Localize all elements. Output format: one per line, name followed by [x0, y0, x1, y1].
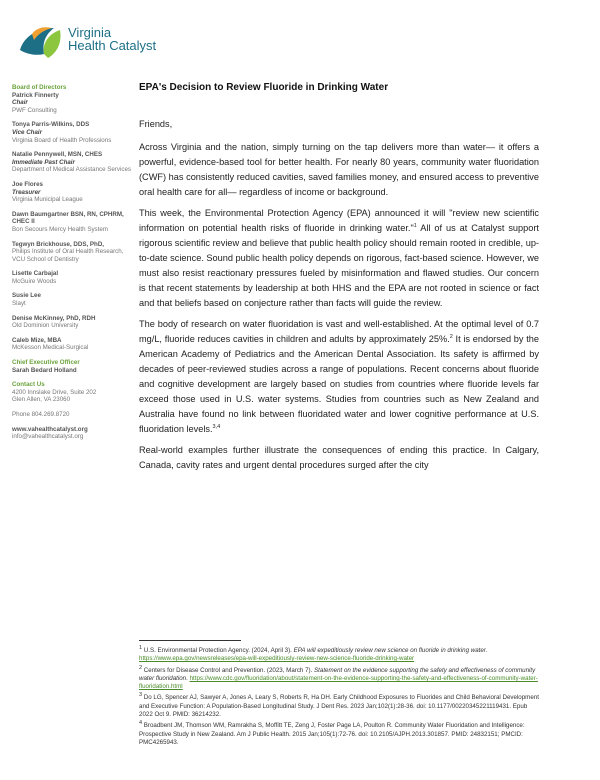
member-role: Chair: [12, 99, 28, 107]
member-org: Bon Secours Mercy Health System: [12, 225, 108, 233]
board-member: [12, 151, 134, 174]
member-org: Old Dominion University: [12, 322, 79, 330]
paragraph-3-text-a: The body of research on water fluoridation is vast and well-established. At the optimal level of 0.7 mg/L, fluoride reduces cavities in children and adults by approximately 25%.: [139, 319, 539, 344]
member-role: Treasurer: [12, 188, 41, 196]
org-name-line1: Virginia: [68, 25, 112, 40]
paragraph-2-text-a: This week, the Environmental Protection Agency (EPA) announced it will "review new scientific information on potential health risks of fluoride in drinking water.": [139, 208, 539, 233]
footnote-ref-3-4[interactable]: 3,4: [212, 423, 221, 430]
board-member: [12, 337, 134, 352]
paragraph-1: Across Virginia and the nation, simply turning on the tap delivers more than water— it offers a powerful, evidence-based tool for better health. For nearly 80 years, community water fluoridation (CWF) has consistently reduced cavities, saved families money, and ensured access to preventive oral health care for all— regardless of income or background.: [139, 142, 539, 197]
member-org: PWF Consulting: [12, 106, 57, 114]
salutation: Friends,: [139, 119, 173, 129]
member-name: Lisette Carbajal: [12, 270, 59, 278]
phone: Phone 804.269.8720: [12, 411, 70, 418]
board-member: [12, 241, 134, 264]
member-name: Natalie Pennywell, MSN, CHES: [12, 151, 103, 159]
address-line1: 4200 Innslake Drive, Suite 202: [12, 388, 97, 396]
ceo-heading: Chief Executive Officer: [12, 359, 80, 367]
member-name: Joe Flores: [12, 180, 43, 188]
footnote-ref-2[interactable]: 2: [449, 333, 453, 340]
member-org: Virginia Municipal League: [12, 196, 83, 204]
org-name: [68, 26, 156, 52]
member-role: Immediate Past Chair: [12, 158, 75, 166]
website-link[interactable]: www.vahealthcatalyst.org: [12, 425, 88, 433]
footnote-4: $^4$ Broadbent JM, Thomson WM, Ramrakha S, Moffitt TE, Zeng J, Foster Page LA, Poulton R. Community Water Fluoridation and Intelligence: Prospective Study in New Zealand. Am J Public Health. 2015 Jan;105(1):72-76. doi: 10.2105/AJPH.2013.301857. PMID: 24832151; PMCID: PMC4265943.: [139, 720, 525, 746]
member-name: Caleb Mize, MBA: [12, 336, 62, 344]
board-member: [12, 92, 134, 115]
member-name: Dawn Baumgartner BSN, RN, CPHRM, CHEC II: [12, 210, 124, 226]
footnotes: [139, 644, 539, 750]
board-member: [12, 181, 134, 204]
footnote-3: $^3$ Do LG, Spencer AJ, Sawyer A, Jones A, Leary S, Roberts R, Ha DH. Early Childhood Exposures to Fluorides and Child Behavioral Development and Executive Function: A Population-Based Longitudinal Study. J Dent Res. 2023 Jan;102(1):28-36. doi: 10.1177/00220345221119431. Epub 2022 Oct 9. PMID: 36214232.: [139, 692, 539, 719]
member-name: Denise McKinney, PhD, RDH: [12, 314, 96, 322]
footnote-2-link[interactable]: https://www.cdc.gov/fluoridation/about/statement-on-the-evidence-supporting-the-safety-and-effectiveness-of-community-water-fluoridation.html: [139, 674, 538, 691]
member-name: Tonya Parris-Wilkins, DDS: [12, 121, 90, 129]
member-org: Philips Institute of Oral Health Research, VCU School of Dentistry: [12, 248, 124, 263]
member-org: McKesson Medical-Surgical: [12, 344, 89, 352]
member-name: Patrick Finnerty: [12, 91, 59, 99]
address-line2: Glen Allen, VA 23060: [12, 396, 71, 404]
footnote-divider: [139, 640, 241, 641]
member-name: Susie Lee: [12, 292, 41, 300]
board-member: [12, 121, 134, 144]
board-member: [12, 270, 134, 285]
board-member: [12, 211, 134, 234]
paragraph-3-text-b: It is endorsed by the American Academy of Pediatrics and the American Dental Association. Its safety is affirmed by decades of peer-reviewed studies across a range of populations. Recent concerns about fluoride and cognitive development are largely based on studies from countries where fluoride levels far exceed those used in U.S. water systems. Studies from countries such as New Zealand and Australia have found no link between fluoridated water and lower cognitive performance at U.S. fluoridation levels.: [139, 334, 539, 434]
footnote-ref-1[interactable]: 1: [413, 222, 417, 229]
board-member: [12, 292, 134, 307]
contact-heading: Contact Us: [12, 381, 45, 389]
letter-title: EPA's Decision to Review Fluoride in Drinking Water: [139, 82, 389, 93]
ceo-name: Sarah Bedard Holland: [12, 366, 77, 374]
board-member: [12, 315, 134, 330]
member-name: Tegwyn Brickhouse, DDS, PhD,: [12, 240, 105, 248]
footnote-1-link[interactable]: https://www.epa.gov/newsreleases/epa-will-expeditiously-review-new-science-fluoride-drinking-water: [139, 655, 415, 663]
footnote-1: $^1$ U.S. Environmental Protection Agency. (2024, April 3). EPA will expeditiously review new science on fluoride in drinking water. https://www.epa.gov/newsreleases/epa-will-expeditiously-review-new-science-fluoride-drinking-water: [139, 644, 488, 663]
board-heading: Board of Directors: [12, 84, 67, 91]
member-org: Department of Medical Assistance Services: [12, 166, 131, 174]
paragraph-2: [139, 206, 539, 311]
org-name-line2: Health Catalyst: [68, 38, 157, 53]
member-role: Vice Chair: [12, 128, 43, 136]
paragraph-2-text-b: All of us at Catalyst support rigorous scientific review and believe that public health policy should remain rooted in credible, up-to-date science. Sound public health policy depends on rigorous, fact-based science. However, we must also resist reactionary pressures fueled by misinformation and flawed studies. Our concern is that recent statements by leadership at both HHS and the EPA are not rooted in science or fact and that beliefs based on conjecture rather than facts will guide the review.: [139, 223, 539, 308]
email-link[interactable]: info@vahealthcatalyst.org: [12, 433, 84, 441]
member-org: McGuire Woods: [12, 277, 57, 285]
letter-body: [139, 80, 539, 479]
paragraph-4: Real-world examples further illustrate the consequences of ending this practice. In Calgary, Canada, cavity rates and urgent dental procedures surged after the city: [139, 445, 539, 470]
member-org: Virginia Board of Health Professions: [12, 136, 112, 144]
sidebar: [12, 84, 134, 441]
footnote-2: $^2$ Centers for Disease Control and Prevention. (2023, March 7). Statement on the evidence supporting the safety and effectiveness of community water fluoridation. https://www.cdc.gov/fluoridation/about/statement-on-the-evidence-supporting-the-safety-and-effectiveness-of-community-water-fluoridation.html: [139, 664, 538, 691]
paragraph-3: [139, 317, 539, 437]
member-org: Slayt: [12, 300, 26, 308]
